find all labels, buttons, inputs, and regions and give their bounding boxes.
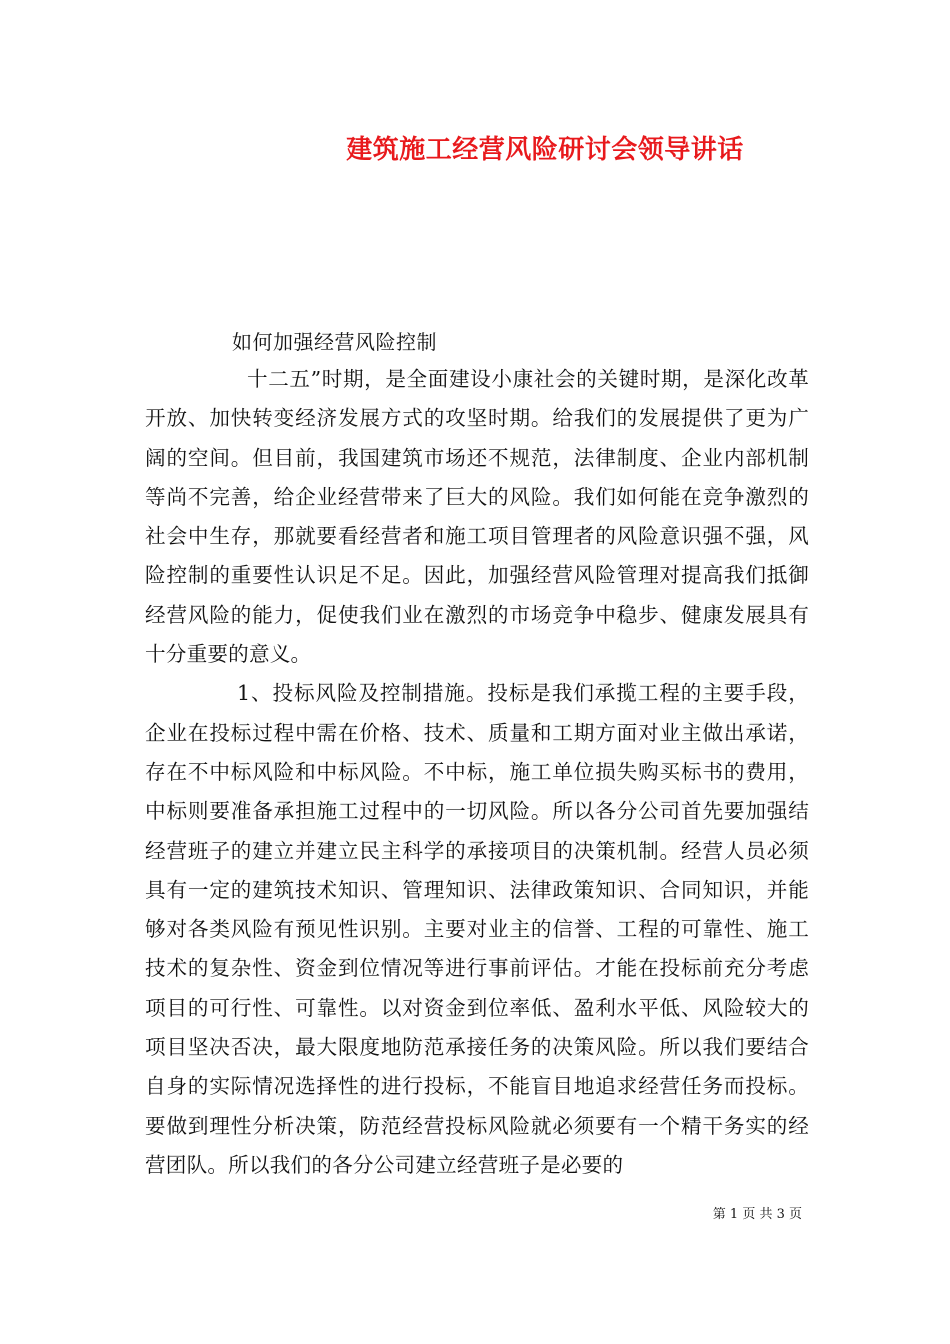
section-subtitle: 如何加强经营风险控制 [232,330,437,354]
document-title: 建筑施工经营风险研讨会领导讲话 [346,135,744,165]
page-number-footer: 第 1 页 共 3 页 [712,1207,802,1222]
paragraph-intro: 十二五”时期，是全面建设小康社会的关键时期，是深化改革开放、加快转变经济发展方式的攻坚时期。给我们的发展提供了更为广阔的空间。但目前，我国建筑市场还不规范，法律制度、企业内部机制等尚不完善，给企业经营带来了巨大的风险。我们如何能在竞争激烈的社会中生存，那就要看经营者和施工项目管理者的风险意识强不强，风险控制的重要性认识足不足。因此，加强经营风险管理对提高我们抵御经营风险的能力，促使我们业在激烈的市场竞争中稳步、健康发展具有十分重要的意义。 [145,367,809,667]
body-text [145,360,809,1185]
paragraph-bidding-risk: 1、投标风险及控制措施。投标是我们承揽工程的主要手段，企业在投标过程中需在价格、技术、质量和工期方面对业主做出承诺，存在不中标风险和中标风险。不中标，施工单位损失购买标书的费用，中标则要准备承担施工过程中的一切风险。所以各分公司首先要加强结经营班子的建立并建立民主科学的承接项目的决策机制。经营人员必须具有一定的建筑技术知识、管理知识、法律政策知识、合同知识，并能够对各类风险有预见性识别。主要对业主的信誉、工程的可靠性、施工技术的复杂性、资金到位情况等进行事前评估。才能在投标前充分考虑项目的可行性、可靠性。以对资金到位率低、盈利水平低、风险较大的项目坚决否决，最大限度地防范承接任务的决策风险。所以我们要结合自身的实际情况选择性的进行投标，不能盲目地追求经营任务而投标。要做到理性分析决策，防范经营投标风险就必须要有一个精干务实的经营团队。所以我们的各分公司建立经营班子是必要的 [145,681,809,1177]
